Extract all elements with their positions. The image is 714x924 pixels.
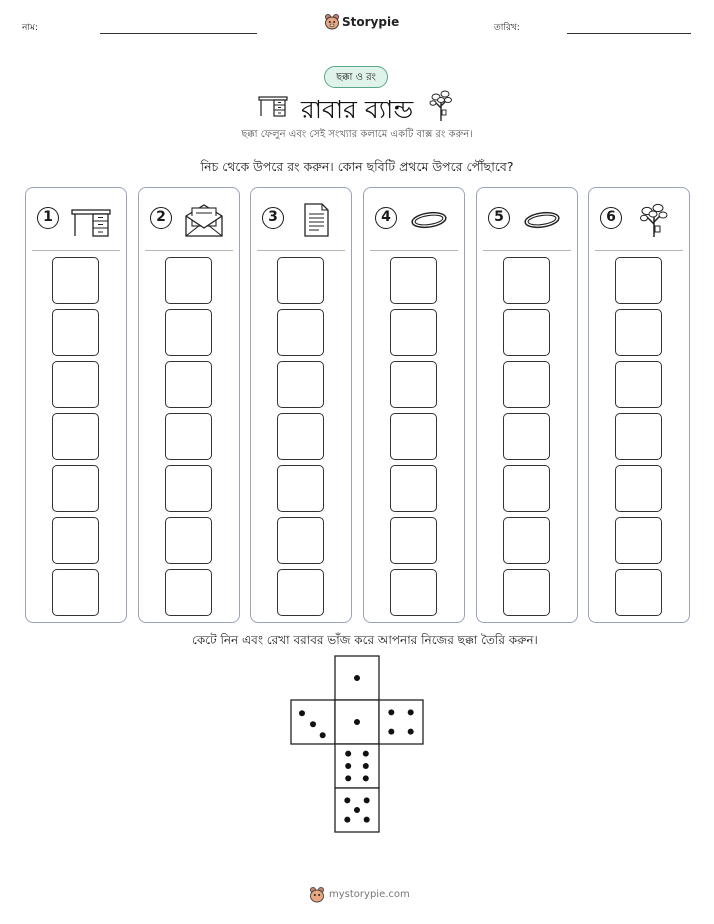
category-pill: ছক্কা ও রং (324, 66, 388, 88)
column-number: 3 (262, 207, 284, 229)
die-pip (310, 721, 316, 727)
column-number: 2 (150, 207, 172, 229)
die-pip (345, 775, 351, 781)
subtitle: ছক্কা ফেলুন এবং সেই সংখ্যার কলামে একটি বাক্স রং করুন। (241, 129, 473, 140)
die-pip (363, 763, 369, 769)
die-pip (388, 729, 394, 735)
die-face (379, 700, 423, 744)
die-pip (299, 710, 305, 716)
column-number: 5 (488, 207, 510, 229)
column-number: 4 (375, 207, 397, 229)
column-number: 1 (37, 207, 59, 229)
cut-instruction: কেটে নিন এবং রেখা বরাবর ভাঁজ করে আপনার নিজের ছক্কা তৈরি করুন। (192, 633, 538, 647)
die-pip (364, 817, 370, 823)
page-title: রাবার ব্যান্ড (301, 95, 414, 124)
die-pip (388, 709, 394, 715)
die-pip (354, 807, 360, 813)
die-pip (354, 719, 360, 725)
die-pip (363, 751, 369, 757)
date-label: তারিখ: (494, 23, 520, 33)
brand-name: Storypie (342, 15, 400, 29)
footer-url[interactable]: mystorypie.com (329, 889, 410, 900)
die-pip (320, 732, 326, 738)
column-number: 6 (600, 207, 622, 229)
name-label: নাম: (22, 23, 39, 33)
footer (309, 886, 409, 904)
die-pip (344, 797, 350, 803)
die-pip (345, 751, 351, 757)
die-face (335, 744, 379, 788)
die-pip (354, 675, 360, 681)
die-pip (345, 763, 351, 769)
die-pip (408, 709, 414, 715)
storypie-mascot-icon (309, 886, 325, 903)
die-pip (363, 775, 369, 781)
die-pip (408, 729, 414, 735)
die-pip (364, 797, 370, 803)
question: নিচ থেকে উপরে রং করুন। কোন ছবিটি প্রথমে উপরে পৌঁছাবে? (200, 159, 514, 174)
die-pip (344, 817, 350, 823)
